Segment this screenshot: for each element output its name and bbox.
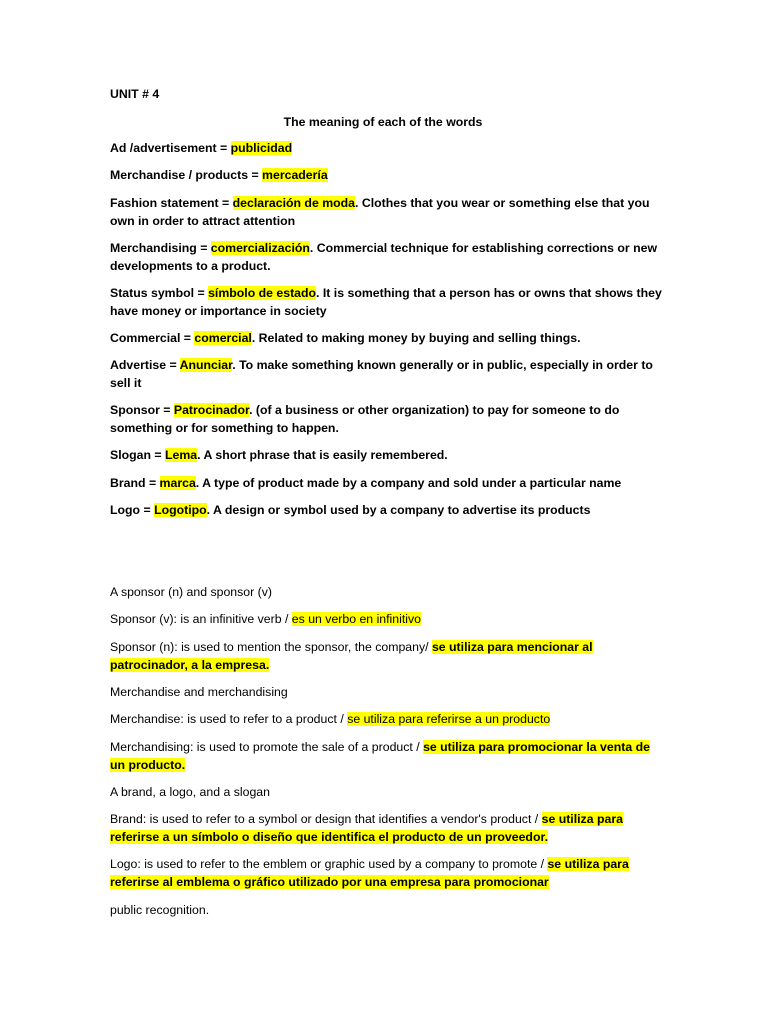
vocab-commercial	[110, 330, 665, 348]
term: Merchandising =	[110, 241, 211, 255]
term: Ad /advertisement =	[110, 141, 231, 155]
translation-highlight: declaración de moda	[232, 196, 355, 210]
note-merchandising	[110, 739, 665, 774]
english-text: Logo: is used to refer to the emblem or graphic used by a company to promote /	[110, 857, 548, 871]
note-logo	[110, 856, 665, 891]
translation-highlight: Patrocinador	[173, 403, 250, 417]
definition: . (of a business or other organization) to pay for someone to do something or for something to happen.	[110, 403, 620, 435]
spanish-highlight: se utiliza para referirse a un símbolo o diseño que identifica el producto de un proveedor.	[110, 812, 623, 844]
definition: . A type of product made by a company and sold under a particular name	[195, 476, 622, 490]
vocab-fashion-statement	[110, 195, 665, 230]
english-text: Sponsor (v): is an infinitive verb /	[110, 612, 292, 626]
term: Fashion statement =	[110, 196, 233, 210]
translation-highlight: Anunciar	[179, 358, 233, 372]
page-title: The meaning of each of the words	[283, 115, 483, 129]
spanish-highlight: es un verbo en infinitivo	[291, 612, 421, 626]
vocab-slogan	[110, 447, 665, 465]
translation-highlight: comercialización	[210, 241, 310, 255]
term: Logo =	[110, 503, 155, 517]
spanish-highlight: se utiliza para mencionar al patrocinador, a la empresa.	[110, 640, 593, 672]
spanish-highlight: se utiliza para promocionar la venta de un producto.	[110, 740, 650, 772]
unit-heading: UNIT # 4	[110, 87, 160, 101]
translation-highlight: Lema	[165, 448, 198, 462]
vocab-status-symbol	[110, 285, 665, 320]
term: Advertise =	[110, 358, 180, 372]
brand-heading: A brand, a logo, and a slogan	[110, 785, 270, 799]
translation-highlight: publicidad	[230, 141, 293, 155]
english-text: Brand: is used to refer to a symbol or design that identifies a vendor's product /	[110, 812, 542, 826]
note-sponsor-verb	[110, 611, 665, 629]
spanish-highlight: se utiliza para referirse al emblema o gráfico utilizado por una empresa para promocionar	[110, 857, 629, 889]
definition: . To make something known generally or in public, especially in order to sell it	[110, 358, 653, 390]
term: Status symbol =	[110, 286, 209, 300]
translation-highlight: símbolo de estado	[208, 286, 317, 300]
vocab-merchandising	[110, 240, 665, 275]
term: Merchandise / products =	[110, 168, 263, 182]
english-text: Merchandise: is used to refer to a product /	[110, 712, 348, 726]
translation-highlight: mercadería	[262, 168, 328, 182]
definition: . Clothes that you wear or something else that you own in order to attract attention	[110, 196, 650, 228]
definition: . Commercial technique for establishing corrections or new developments to a product.	[110, 241, 658, 273]
definition: . A short phrase that is easily remembered.	[197, 448, 448, 462]
definition: . A design or symbol used by a company to advertise its products	[206, 503, 591, 517]
term: Slogan =	[110, 448, 166, 462]
note-logo-tail: public recognition.	[110, 903, 210, 917]
vocab-logo	[110, 502, 665, 520]
english-text: Merchandising: is used to promote the sale of a product /	[110, 740, 424, 754]
translation-highlight: Logotipo	[154, 503, 207, 517]
definition: . Related to making money by buying and selling things.	[251, 331, 581, 345]
term: Commercial =	[110, 331, 195, 345]
term: Sponsor =	[110, 403, 174, 417]
sponsor-heading: A sponsor (n) and sponsor (v)	[110, 585, 272, 599]
vocab-sponsor	[110, 402, 665, 437]
spanish-highlight: se utiliza para referirse a un producto	[347, 712, 551, 726]
translation-highlight: comercial	[194, 331, 252, 345]
definition: . It is something that a person has or owns that shows they have money or importance in society	[110, 286, 662, 318]
vocab-advertise	[110, 357, 665, 392]
note-sponsor-noun	[110, 639, 665, 674]
note-brand	[110, 811, 665, 846]
note-merchandise	[110, 711, 665, 729]
vocab-brand	[110, 475, 665, 493]
merch-heading: Merchandise and merchandising	[110, 685, 288, 699]
english-text: Sponsor (n): is used to mention the sponsor, the company/	[110, 640, 432, 654]
term: Brand =	[110, 476, 160, 490]
translation-highlight: marca	[159, 476, 196, 490]
vocab-merchandise	[110, 167, 665, 185]
vocab-ad	[110, 140, 665, 158]
